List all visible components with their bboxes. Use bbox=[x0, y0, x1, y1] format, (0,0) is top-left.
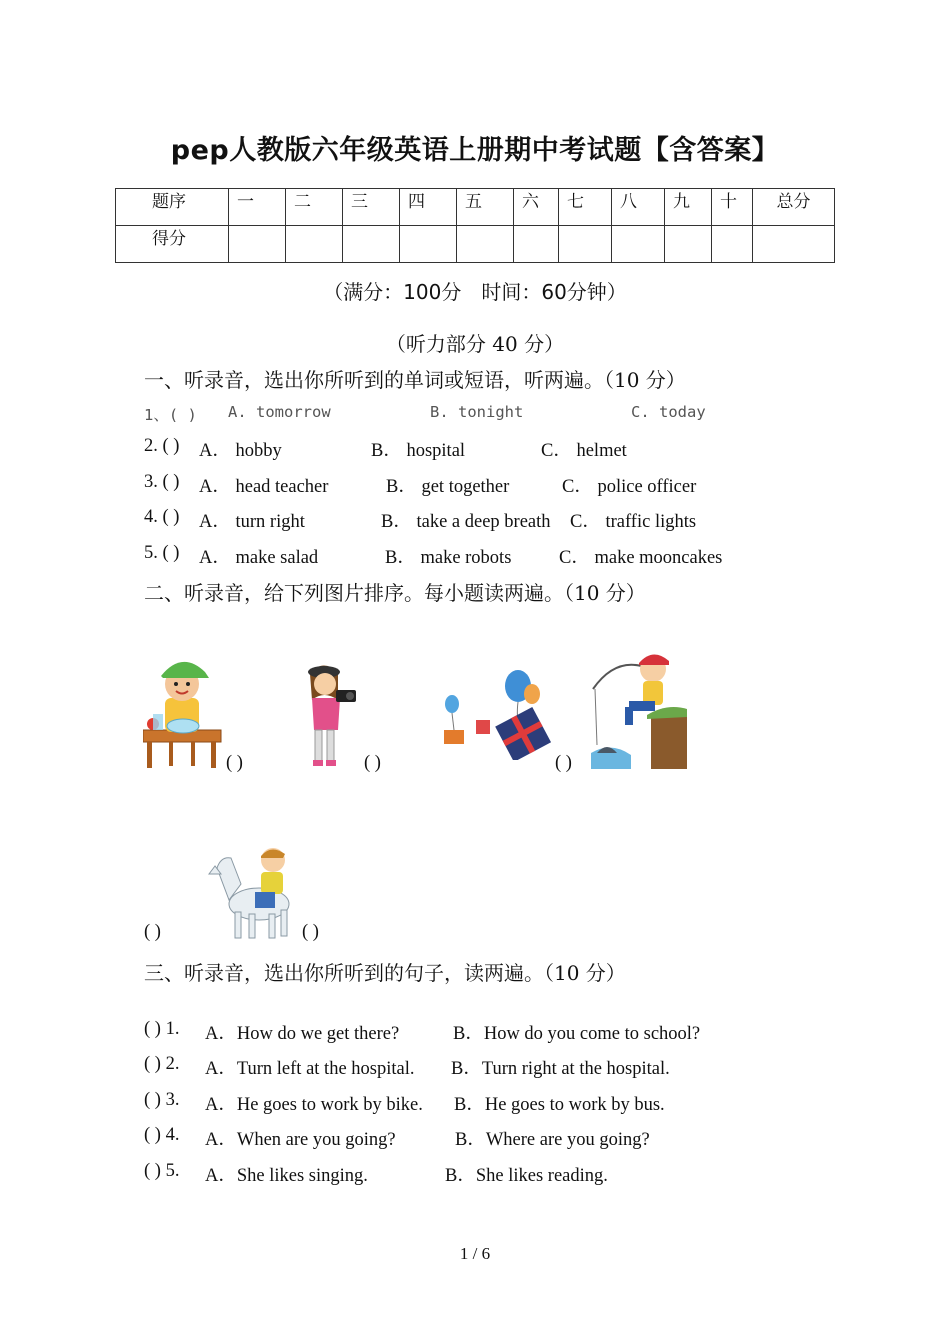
answer-blank[interactable]: ( ) bbox=[226, 753, 243, 773]
score-table-col: 三 bbox=[343, 189, 400, 226]
score-cell[interactable] bbox=[286, 226, 343, 263]
score-cell[interactable] bbox=[343, 226, 400, 263]
score-cell[interactable] bbox=[559, 226, 612, 263]
girl-taking-photo-image bbox=[300, 660, 362, 768]
score-table-col: 八 bbox=[612, 189, 665, 226]
score-cell[interactable] bbox=[712, 226, 753, 263]
exam-info: （满分：100分 时间：60分钟） bbox=[323, 280, 627, 304]
score-cell[interactable] bbox=[514, 226, 559, 263]
score-table-col-total: 总分 bbox=[753, 189, 835, 226]
score-table-col: 一 bbox=[229, 189, 286, 226]
boy-fishing-image bbox=[591, 645, 687, 769]
score-cell[interactable] bbox=[612, 226, 665, 263]
section2-heading: 二、听录音，给下列图片排序。每小题读两遍。（10 分） bbox=[144, 581, 646, 605]
balloons-and-gifts-image bbox=[442, 668, 552, 760]
score-cell[interactable] bbox=[400, 226, 457, 263]
boy-riding-horse-image bbox=[207, 844, 301, 940]
score-table bbox=[115, 188, 835, 263]
answer-blank[interactable]: ( ) bbox=[302, 922, 319, 942]
score-cell[interactable] bbox=[229, 226, 286, 263]
score-table-col: 四 bbox=[400, 189, 457, 226]
score-cell[interactable] bbox=[753, 226, 835, 263]
score-table-col: 七 bbox=[559, 189, 612, 226]
score-table-col: 二 bbox=[286, 189, 343, 226]
score-table-header-row bbox=[116, 189, 835, 226]
score-table-score-row bbox=[116, 226, 835, 263]
score-table-col: 十 bbox=[712, 189, 753, 226]
section1-heading: 一、听录音，选出你所听到的单词或短语，听两遍。（10 分） bbox=[144, 368, 686, 392]
score-cell[interactable] bbox=[665, 226, 712, 263]
page-number: 1 / 6 bbox=[459, 1244, 491, 1263]
answer-blank[interactable]: ( ) bbox=[555, 753, 572, 773]
score-table-col: 六 bbox=[514, 189, 559, 226]
answer-blank[interactable]: ( ) bbox=[364, 753, 381, 773]
score-table-col: 九 bbox=[665, 189, 712, 226]
score-table-label: 题序 bbox=[116, 189, 229, 226]
boy-making-salad-image bbox=[143, 654, 223, 770]
score-table-row-label: 得分 bbox=[116, 226, 229, 263]
page-title: pep人教版六年级英语上册期中考试题【含答案】 bbox=[170, 135, 780, 166]
listening-header: （听力部分 40 分） bbox=[385, 332, 565, 356]
score-table-col: 五 bbox=[457, 189, 514, 226]
score-cell[interactable] bbox=[457, 226, 514, 263]
answer-blank[interactable]: ( ) bbox=[144, 922, 161, 942]
section3-heading: 三、听录音，选出你所听到的句子，读两遍。（10 分） bbox=[144, 961, 626, 985]
